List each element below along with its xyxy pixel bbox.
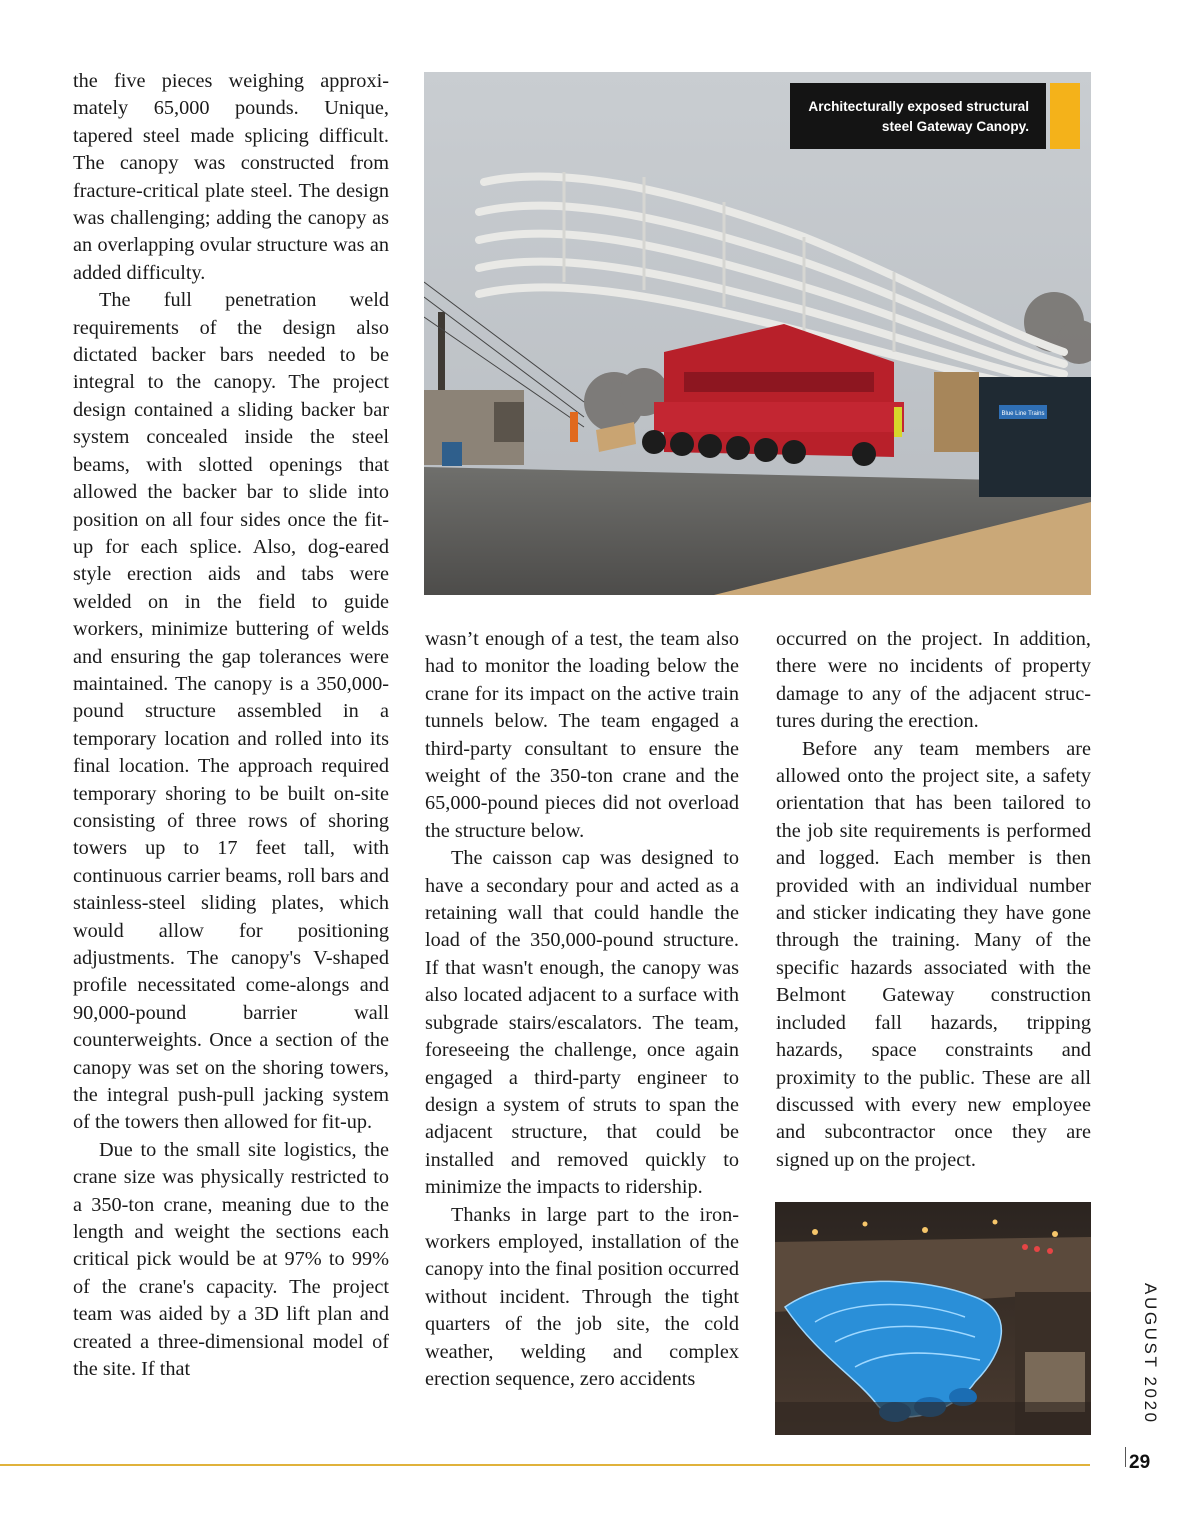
- article-column-3: [776, 626, 1091, 1174]
- paragraph: Before any team members are allowed onto the project site, a safety orientation that has been tailored to the job site requirements is performed and logged. Each member is then provided with an individual number and sticker indicating they have gone through the training. Many of the specific hazards associated with the Belmont Gateway construction included fall hazards, tripping hazards, space constraints and proximity to the public. These are all discussed with every new employee and subcontractor once they are signed up on the project.: [776, 737, 1091, 1171]
- paragraph: the five pieces weighing approximately 65,000 pounds. Unique, tapered steel made splicing difficult. The canopy was constructed from fracture-critical plate steel. The design was challenging; adding the canopy as an overlapping ovular structure was an added difficulty.: [73, 70, 389, 284]
- caption-line: steel Gateway Canopy.: [881, 119, 1029, 134]
- canopy-photo-illustration: [424, 72, 1091, 595]
- paragraph: Due to the small site logistics, the crane size was physically restricted to a 350-ton crane, meaning due to the length and weight the sections each critical pick would be at 97% to 99% of the crane's capacity. The project team was aided by a 3D lift plan and created a three-dimensional model of the site. If that: [73, 1138, 389, 1381]
- paragraph: Thanks in large part to the ironworkers employed, installation of the canopy into the final position occurred without incident. Through the tight quarters of the job site, the cold weather, welding and complex erection sequence, zero accidents: [425, 1203, 739, 1390]
- sign-text: Blue Line Trains: [1001, 411, 1045, 417]
- paragraph: The full penetration weld requirements of the design also dictated backer bars needed to be integral to the canopy. The project design contained a sliding backer bar system concealed inside the steel beams, with slotted openings that allowed the backer bar to slide into position on all four sides once the fit-up for each splice. Also, dog-eared style erection aids and tabs were welded on in the field to guide workers, minimize buttering of welds and ensuring the gap tolerances were maintained. The canopy is a 350,000-pound structure assembled in a temporary location and rolled into its final location. The approach required temporary shoring to be built on-site consisting of three rows of shoring towers up to 17 feet tall, with continuous carrier beams, roll bars and stainless-steel sliding plates, which would allow for positioning adjustments. The canopy's V-shaped profile necessitated come-alongs and 90,000-pound barrier wall counterweights. Once a section of the canopy was set on the shoring towers, the integral push-pull jacking system of the towers then allowed for fit-up.: [73, 289, 389, 1134]
- canopy-construction-photo: [424, 72, 1091, 595]
- issue-date: AUGUST 2020: [1141, 1283, 1160, 1425]
- canopy-night-aerial-photo: [775, 1202, 1091, 1435]
- photo-caption: [790, 83, 1046, 149]
- page-number: 29: [1129, 1452, 1151, 1473]
- footer-rule: [0, 1464, 1090, 1466]
- caption-accent-bar: [1050, 83, 1080, 149]
- article-column-1: [73, 68, 389, 1384]
- paragraph: The caisson cap was designed to have a secondary pour and acted as a retaining wall that could handle the load of the 350,000-pound structure. If that wasn't enough, the canopy was also located adjacent to a surface with subgrade stairs/escalators. The team, foreseeing the challenge, once again engaged a third-party engineer to design a system of struts to span the adjacent structure, that could be installed and removed quickly to minimize the impacts to ridership.: [425, 847, 739, 1199]
- night-photo-illustration: [775, 1202, 1091, 1435]
- paragraph: occurred on the project. In addition, there were no incidents of property damage to any of the adjacent structures during the erection.: [776, 628, 1091, 733]
- page-number-divider: [1125, 1447, 1126, 1467]
- caption-line: Architecturally exposed structural: [808, 99, 1029, 114]
- paragraph: wasn’t enough of a test, the team also had to monitor the loading below the crane for its impact on the active train tunnels below. The team engaged a third-party consultant to ensure the weight of the 350-ton crane and the 65,000-pound pieces did not overload the structure below.: [425, 628, 739, 842]
- article-column-2: [425, 626, 739, 1393]
